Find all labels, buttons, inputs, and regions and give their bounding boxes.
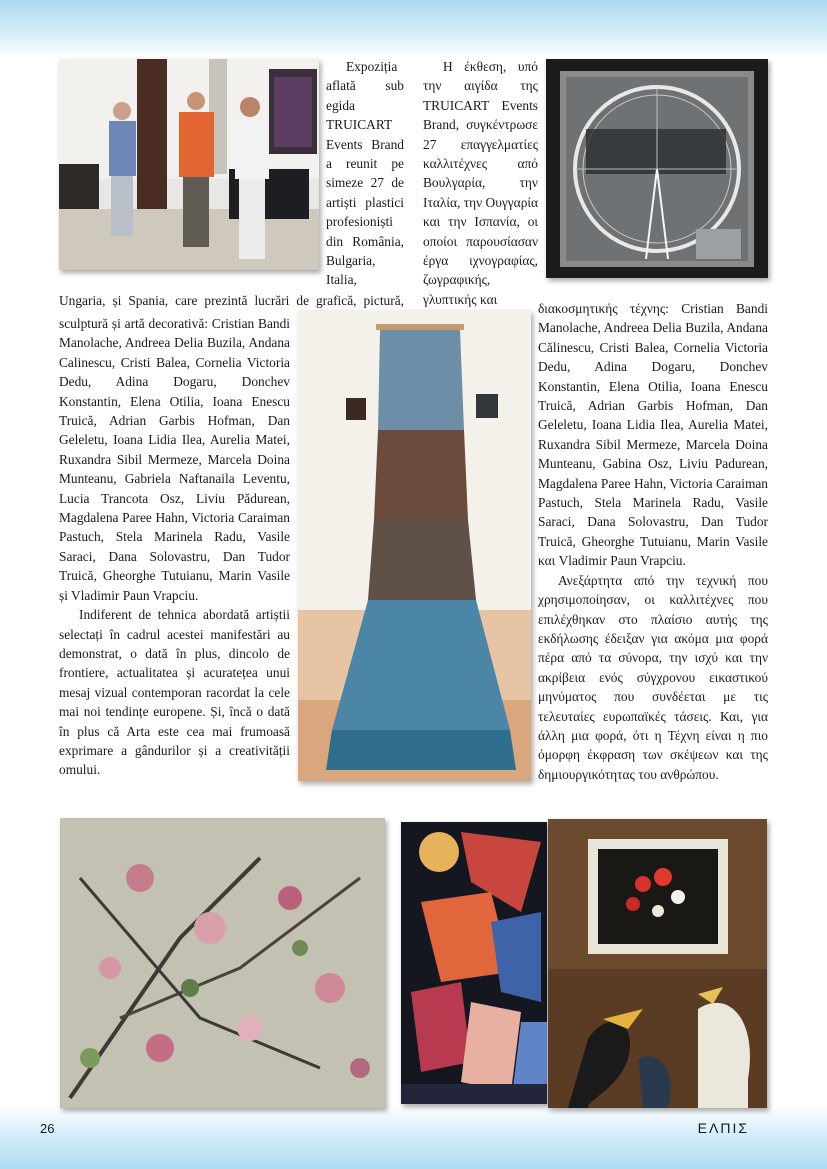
greek-paragraph-2: Ανεξάρτητα από την τεχνική που χρησιμοποίησαν, οι καλλιτέχνες που επιλέχθηκαν στο πλαίσιο αυτής της εκδήλωσης έδειξαν για ακόμα μια φορά πέρα από τα σύνορα, την ισχύ και την ακρίβεια ενός σύγχρονου εικαστικού μηνύματος που συνδέεται με τις τελευταίες ευρωπαϊκές τάσεις. Και, για άλλη μια φορά, ότι η Τέχνη είναι η πιο όμορφη έκφραση των σκέψεων και της δημιουργικότητας του ανθρώπου. bbox=[538, 572, 768, 782]
romanian-paragraph-2: Indiferent de tehnica abordată artiștii selectați în cadrul acestei manifestări au demonstrat, o dată în plus, dincolo de frontiere, actualitatea și acuratețea unui mesaj vizual contemporan racordat la cele mai noi tendințe europene. Și, încă o dată în plus că Arta este cea mai frumoasă exprimare a gândurilor și a creativității omului. bbox=[59, 607, 290, 778]
page-number: 26 bbox=[40, 1121, 55, 1136]
romanian-intro-short: Expoziția aflată sub egida TRUICART Events Brand a reunit pe simeze 27 de artiști plastici profesioniști din România, Bulgaria, Italia, bbox=[326, 59, 404, 288]
romanian-body bbox=[59, 314, 290, 780]
greek-paragraph-1: διακοσμητικής τέχνης: Cristian Bandi Manolache, Andreea Delia Buzila, Andana Călinescu, Cristi Balea, Cornelia Victoria Dedu, Adina Dogaru, Donchev Konstantin, Elena Otilia, Ioana Enescu Truică, Adrian Garbis Hofman, Dan Geleletu, Ioana Lidia Ilea, Aurelia Matei, Ruxandra Sibil Mermeze, Marcela Doina Munteanu, Gabina Osz, Liviu Padurean, Magdalena Paree Hahn, Victoria Caraiman Pastuch, Stela Marinela Radu, Vasile Saraci, Dana Solovastru, Dan Tudor Truică, Gheorghe Tutuianu, Marin Vasile και Vladimir Paun Vrapciu. bbox=[538, 301, 768, 569]
footer-band bbox=[0, 1105, 827, 1169]
romanian-intro-wrap bbox=[326, 57, 404, 290]
greek-intro-wrap bbox=[423, 57, 538, 309]
greek-intro: Η έκθεση, υπό την αιγίδα της TRUICART Events Brand, συγκέντρωσε 27 επαγγελματίες καλλιτέχνες από Βουλγαρία, την Ιταλία, την Ουγγαρία και την Ισπανία, οι οποίοι παρουσίασαν έργα ιχνογραφίας, ζωγραφικής, γλυπτικής και bbox=[423, 59, 538, 307]
photo-magnolia-painting bbox=[60, 818, 385, 1108]
romanian-intro-long bbox=[59, 291, 404, 310]
photo-framed-ferris-wheel-artwork bbox=[546, 59, 768, 278]
greek-body bbox=[538, 299, 768, 784]
romanian-paragraph-1: sculptură și artă decorativă: Cristian Bandi Manolache, Andreea Delia Buzila, Andana Calinescu, Cristi Balea, Cornelia Victoria Dedu, Adina Dogaru, Donchev Konstantin, Elena Otilia, Ioana Enescu Truică, Adrian Garbis Hofman, Dan Geleletu, Ioana Lidia Ilea, Aurelia Matei, Ruxandra Sibil Mermeze, Marcela Doina Munteanu, Gabriela Naftanaila Leventu, Lucia Trancota Osz, Liviu Pădurean, Magdalena Paree Hahn, Victoria Caraiman Pastuch, Stela Marinela Radu, Vasile Saraci, Dana Solovastru, Dan Tudor Truică, Gheorghe Tutuianu, Marin Vasile și Vladimir Paun Vrapciu. bbox=[59, 316, 290, 603]
photo-abstract-tapestry bbox=[401, 822, 547, 1104]
photo-birds-and-flowers-painting bbox=[548, 819, 767, 1108]
photo-long-textile-artwork bbox=[298, 310, 531, 781]
photo-three-men-gallery bbox=[59, 59, 319, 270]
header-band bbox=[0, 0, 827, 58]
romanian-intro-long-line: Ungaria, și Spania, care prezintă lucrări de grafică, pictură, bbox=[59, 293, 404, 308]
magazine-name: ΕΛΠΙΣ bbox=[697, 1120, 749, 1136]
